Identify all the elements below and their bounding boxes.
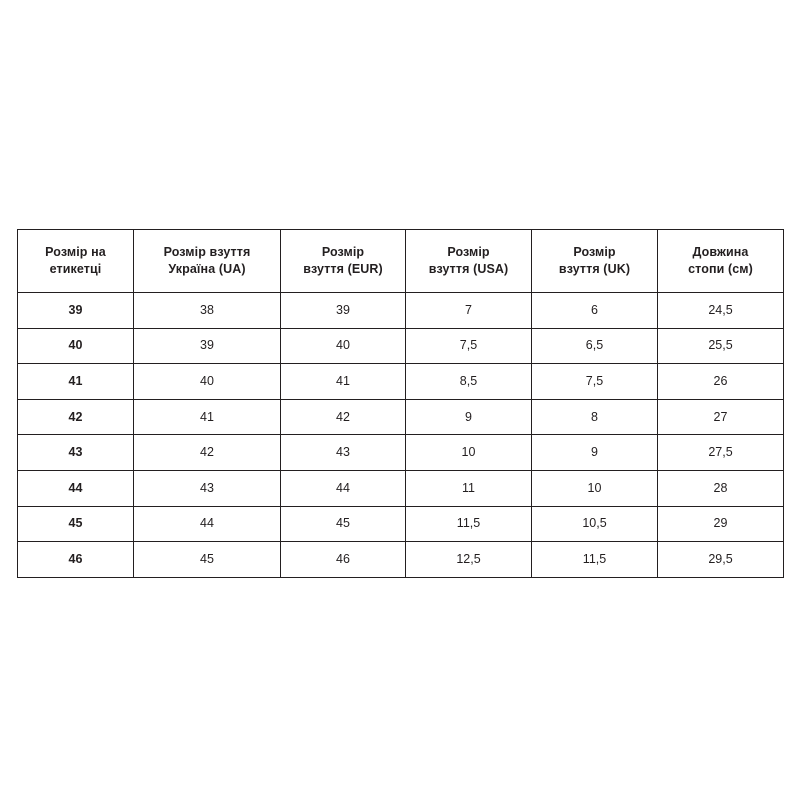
cell-usa: 12,5 [406,542,532,578]
cell-uk: 10,5 [532,506,658,542]
cell-uk: 9 [532,435,658,471]
cell-uk: 7,5 [532,364,658,400]
shoe-size-table [17,229,784,578]
column-header-line: Розмір [321,245,365,260]
column-header-uk [532,230,658,293]
column-header-label-size [18,230,134,293]
cell-usa: 8,5 [406,364,532,400]
cell-eur: 40 [281,328,406,364]
column-header-eur [281,230,406,293]
column-header-line: Розмір на [45,245,106,260]
cell-usa: 7 [406,293,532,329]
cell-usa: 10 [406,435,532,471]
cell-eur: 45 [281,506,406,542]
cell-uk: 6 [532,293,658,329]
column-header-line: взуття (UK) [558,262,631,276]
cell-ua: 45 [134,542,281,578]
cell-usa: 9 [406,399,532,435]
size-chart-container [17,229,783,578]
cell-eur: 39 [281,293,406,329]
cell-label-size: 39 [18,293,134,329]
column-header-line: Розмір [573,245,616,260]
cell-ua: 39 [134,328,281,364]
cell-eur: 44 [281,470,406,506]
column-header-line: етикетці [49,262,102,276]
table-body [18,293,784,578]
cell-label-size: 40 [18,328,134,364]
table-header [18,230,784,293]
cell-eur: 41 [281,364,406,400]
column-header-foot-length [658,230,784,293]
cell-foot-length: 27 [658,399,784,435]
column-header-usa [406,230,532,293]
table-row [18,542,784,578]
table-row [18,328,784,364]
cell-uk: 6,5 [532,328,658,364]
column-header-line: стопи (см) [688,262,753,276]
cell-label-size: 42 [18,399,134,435]
cell-uk: 11,5 [532,542,658,578]
cell-foot-length: 25,5 [658,328,784,364]
cell-foot-length: 29 [658,506,784,542]
cell-eur: 46 [281,542,406,578]
cell-eur: 43 [281,435,406,471]
cell-ua: 38 [134,293,281,329]
column-header-ua [134,230,281,293]
cell-foot-length: 24,5 [658,293,784,329]
cell-uk: 8 [532,399,658,435]
cell-ua: 42 [134,435,281,471]
cell-ua: 40 [134,364,281,400]
column-header-line: Розмір взуття [163,245,251,260]
cell-foot-length: 27,5 [658,435,784,471]
cell-foot-length: 29,5 [658,542,784,578]
cell-label-size: 45 [18,506,134,542]
table-row [18,399,784,435]
cell-ua: 43 [134,470,281,506]
cell-label-size: 41 [18,364,134,400]
cell-foot-length: 26 [658,364,784,400]
table-row [18,470,784,506]
column-header-line: Довжина [692,245,749,260]
cell-uk: 10 [532,470,658,506]
cell-label-size: 46 [18,542,134,578]
cell-usa: 11,5 [406,506,532,542]
table-header-row [18,230,784,293]
table-row [18,506,784,542]
cell-usa: 11 [406,470,532,506]
cell-label-size: 43 [18,435,134,471]
cell-ua: 41 [134,399,281,435]
cell-usa: 7,5 [406,328,532,364]
table-row [18,293,784,329]
table-row [18,364,784,400]
column-header-line: Розмір [447,245,490,260]
cell-foot-length: 28 [658,470,784,506]
cell-ua: 44 [134,506,281,542]
column-header-line: взуття (USA) [428,262,509,276]
column-header-line: взуття (EUR) [303,262,383,276]
cell-eur: 42 [281,399,406,435]
column-header-line: Україна (UA) [168,262,246,276]
table-row [18,435,784,471]
cell-label-size: 44 [18,470,134,506]
